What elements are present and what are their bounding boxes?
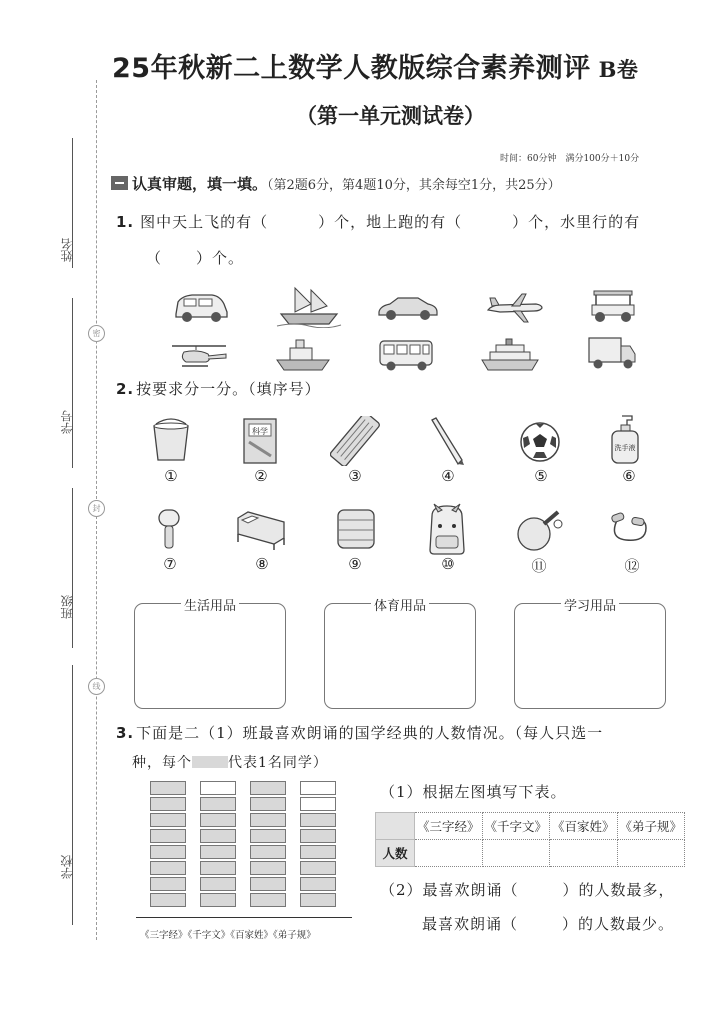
pictograph-block [250, 861, 286, 875]
pictograph-block [150, 893, 186, 907]
section-heading-text: 认真审题，填一填。 [132, 175, 268, 193]
item-label-4: ④ [441, 467, 455, 485]
pictograph-block [300, 845, 336, 859]
q1-text-b: ）个，地上跑的有（ [318, 213, 463, 231]
table-answer-cell[interactable] [482, 840, 550, 867]
pictograph-block [300, 813, 336, 827]
pencil-box-icon [330, 416, 380, 466]
school-label: 学校 [60, 855, 74, 879]
item-label-11: ⑪ [531, 557, 547, 575]
pictograph-empty-block [300, 797, 336, 811]
ping-pong-paddle-icon [514, 508, 566, 552]
pictograph-block [150, 797, 186, 811]
question-3-line-1 [116, 722, 603, 743]
q2-instruction: 按要求分一分。（填序号） [136, 380, 321, 398]
table-header: 《三字经》 [415, 813, 483, 840]
school-line [72, 665, 73, 925]
pictograph-block [300, 829, 336, 843]
pictograph-block [250, 829, 286, 843]
item-label-10: ⑩ [441, 555, 455, 573]
pictograph-empty-block [300, 781, 336, 795]
study-items-label: 学习用品 [561, 599, 619, 614]
legend-swatch [192, 756, 228, 768]
soap-label: 洗手液 [614, 444, 636, 452]
pictograph-block [200, 797, 236, 811]
car-icon [376, 292, 440, 322]
q1-text-d: （ [146, 249, 163, 267]
ship-icon [480, 336, 540, 374]
page-title [112, 46, 638, 85]
book-label: 科学 [252, 427, 268, 436]
item-label-9: ⑨ [348, 555, 362, 573]
truck-icon [586, 334, 638, 372]
question-1-line-2 [146, 247, 244, 268]
golf-cart-icon [588, 287, 638, 325]
helicopter-icon [168, 340, 230, 372]
pictograph-empty-block [200, 781, 236, 795]
section-number-icon [111, 176, 128, 190]
q3-sub2-text-a: （2）最喜欢朗诵（ [380, 881, 519, 899]
pictograph-block [250, 877, 286, 891]
item-label-2: ② [254, 467, 268, 485]
q3-sub-2-line-2 [422, 913, 674, 934]
car-icon [172, 290, 230, 324]
q3-text-c: 代表1名同学） [228, 755, 328, 771]
item-label-5: ⑤ [534, 467, 548, 485]
study-items-box[interactable] [514, 599, 666, 709]
section-one-heading [111, 173, 561, 194]
category-label-1: 《三字经》 [140, 930, 188, 941]
pictograph-block [150, 861, 186, 875]
q3-text-b: 种，每个 [132, 755, 192, 771]
item-label-7: ⑦ [163, 555, 177, 573]
pictograph-block [150, 845, 186, 859]
q3-sub2-text-d: ）的人数最少。 [562, 915, 675, 933]
question-2-text [116, 378, 321, 399]
table-answer-cell[interactable] [415, 840, 483, 867]
edition-label: B卷 [598, 57, 639, 82]
page-subtitle: （第一单元测试卷） [296, 104, 485, 128]
hair-dryer-icon [154, 506, 184, 552]
question-1-number: 1. [116, 213, 135, 231]
table-answer-cell[interactable] [550, 840, 618, 867]
pictograph-block [150, 781, 186, 795]
daily-items-label: 生活用品 [181, 599, 239, 614]
pictograph-block [250, 797, 286, 811]
pictograph-block [200, 893, 236, 907]
pictograph-block [200, 845, 236, 859]
item-label-1: ① [164, 467, 178, 485]
bucket-icon [150, 418, 192, 464]
answer-table [375, 812, 685, 867]
section-score-note: （第2题6分，第4题10分，其余每空1分，共25分） [267, 178, 561, 193]
ship-icon [274, 334, 332, 374]
q3-sub2-text-b: ）的人数最多， [562, 881, 675, 899]
table-header: 《千字文》 [482, 813, 550, 840]
pictograph-block [150, 829, 186, 843]
table-answer-cell[interactable] [617, 840, 685, 867]
student-id-line [72, 298, 73, 468]
book-icon [240, 416, 280, 466]
pictograph-block [150, 877, 186, 891]
soccer-ball-icon [518, 420, 562, 464]
item-label-12: ⑫ [624, 557, 640, 575]
q3-sub-2-line-1 [380, 879, 675, 900]
item-label-3: ③ [348, 467, 362, 485]
pictograph-block [200, 861, 236, 875]
sports-items-box[interactable] [324, 599, 476, 709]
question-3-number: 3. [116, 724, 135, 742]
category-label-4: 《弟子规》 [273, 930, 316, 941]
cut-mark-mi: 密 [88, 325, 105, 342]
table-corner [376, 813, 415, 840]
q1-text-a: 图中天上飞的有（ [140, 213, 269, 231]
bus-icon [376, 337, 436, 373]
category-label-2: 《千字文》 [187, 930, 231, 941]
hand-soap-icon [608, 414, 642, 466]
question-3-line-2 [132, 752, 328, 772]
q3-sub-1: （1）根据左图填写下表。 [380, 783, 567, 801]
item-label-8: ⑧ [255, 555, 269, 573]
question-1-line-1 [116, 211, 640, 232]
time-and-score-info: 时间：60分钟 满分100分＋10分 [500, 154, 640, 164]
ship-icon [275, 284, 343, 328]
bed-icon [234, 508, 288, 550]
pictograph-block [250, 781, 286, 795]
daily-items-box[interactable] [134, 599, 286, 709]
pictograph-block [300, 861, 336, 875]
question-2-number: 2. [116, 380, 135, 398]
table-row-header: 人数 [376, 840, 415, 867]
quilt-icon [334, 506, 378, 552]
q3-text-a: 下面是二（1）班最喜欢朗诵的国学经典的人数情况。（每人只选一 [136, 724, 604, 742]
student-id-label: 学号 [60, 410, 74, 434]
pictograph-block [300, 893, 336, 907]
jump-rope-icon [606, 508, 656, 548]
pictograph-block [250, 813, 286, 827]
cut-mark-feng: 封 [88, 500, 105, 517]
pictograph-block [200, 877, 236, 891]
chart-category-labels [140, 927, 316, 941]
cut-mark-xian: 线 [88, 678, 105, 695]
class-line [72, 488, 73, 648]
q1-text-c: ）个，水里行的有 [512, 213, 641, 231]
pictograph-block [250, 893, 286, 907]
item-label-6: ⑥ [622, 467, 636, 485]
airplane-icon [486, 292, 544, 324]
backpack-icon [424, 502, 470, 556]
q3-sub2-text-c: 最喜欢朗诵（ [422, 915, 519, 933]
pen-icon [426, 416, 466, 466]
q1-text-e: ）个。 [196, 249, 245, 267]
pictograph-block [250, 845, 286, 859]
pictograph-block [200, 829, 236, 843]
class-label: 班级 [60, 595, 74, 619]
table-header: 《弟子规》 [617, 813, 685, 840]
pictograph-block [150, 813, 186, 827]
name-label: 姓名 [60, 238, 74, 262]
chart-axis [136, 917, 352, 918]
sports-items-label: 体育用品 [371, 599, 429, 614]
table-header: 《百家姓》 [550, 813, 618, 840]
pictograph-block [300, 877, 336, 891]
title-text: 25年秋新二上数学人教版综合素养测评 [112, 53, 591, 84]
category-label-3: 《百家姓》 [230, 930, 274, 941]
pictograph-block [200, 813, 236, 827]
